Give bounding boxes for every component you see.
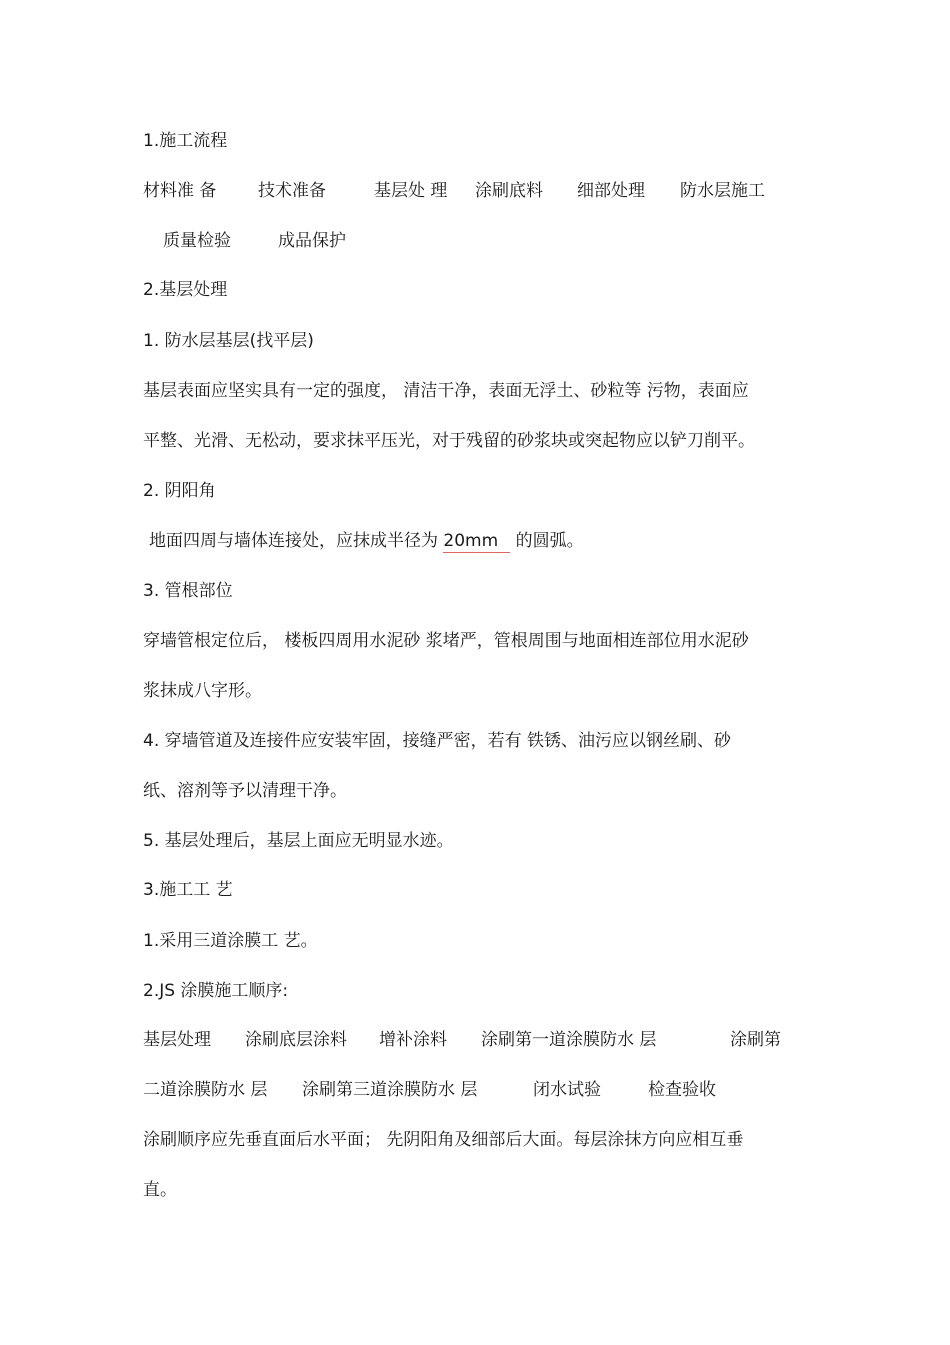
paragraph-line: 浆抹成八字形。 [143,681,262,701]
flow-step: 涂刷底料 [475,181,543,201]
flow-step: 技术准备 [258,181,326,201]
sequence-step: 检查验收 [648,1080,716,1100]
paragraph-line: 基层表面应坚实具有一定的强度， 清洁干净，表面无浮土、砂粒等 污物，表面应 [143,381,749,401]
flow-step: 防水层施工 [680,181,765,201]
item2-title: 2. 阴阳角 [143,481,216,501]
item2-title: 2.JS 涂膜施工顺序: [143,981,289,1001]
sequence-step: 基层处理 [143,1030,211,1050]
sequence-step: 涂刷第 [730,1030,781,1050]
flow-step: 基层处 理 [374,181,448,201]
paragraph-line: 4. 穿墙管道及连接件应安装牢固，接缝严密，若有 铁锈、油污应以钢丝刷、砂 [143,731,732,751]
paragraph-line: 穿墙管根定位后， 楼板四周用水泥砂 浆堵严，管根周围与地面相连部位用水泥砂 [143,631,749,651]
radius-value: 20mm [443,531,510,553]
paragraph-line: 平整、光滑、无松动，要求抹平压光，对于残留的砂浆块或突起物应以铲刀削平。 [143,431,755,451]
text-span: 的圆弧。 [515,531,584,551]
text-span: 地面四周与墙体连接处，应抹成半径为 [149,531,438,551]
paragraph-line: 纸、溶剂等予以清理干净。 [143,781,347,801]
section1-heading: 1.施工流程 [143,131,228,151]
sequence-step: 二道涂膜防水 层 [143,1080,268,1100]
flow-step: 成品保护 [278,231,346,251]
sequence-step: 涂刷第一道涂膜防水 层 [481,1030,657,1050]
section2-heading: 2.基层处理 [143,280,228,300]
paragraph-line: 直。 [143,1180,177,1200]
paragraph-line: 1.采用三道涂膜工 艺。 [143,931,318,951]
sequence-step: 涂刷底层涂料 [245,1030,347,1050]
sequence-step: 增补涂料 [379,1030,447,1050]
flow-step: 质量检验 [163,231,231,251]
flow-step: 细部处理 [577,181,645,201]
section3-heading: 3.施工工 艺 [143,880,233,900]
paragraph-line: 涂刷顺序应先垂直面后水平面； 先阴阳角及细部后大面。每层涂抹方向应相互垂 [143,1130,744,1150]
paragraph-line [149,530,584,552]
sequence-step: 涂刷第三道涂膜防水 层 [302,1080,478,1100]
item3-title: 3. 管根部位 [143,581,233,601]
paragraph-line: 5. 基层处理后，基层上面应无明显水迹。 [143,831,454,851]
sequence-step: 闭水试验 [533,1080,601,1100]
flow-step: 材料准 备 [143,181,217,201]
item1-title: 1. 防水层基层(找平层) [143,331,314,351]
